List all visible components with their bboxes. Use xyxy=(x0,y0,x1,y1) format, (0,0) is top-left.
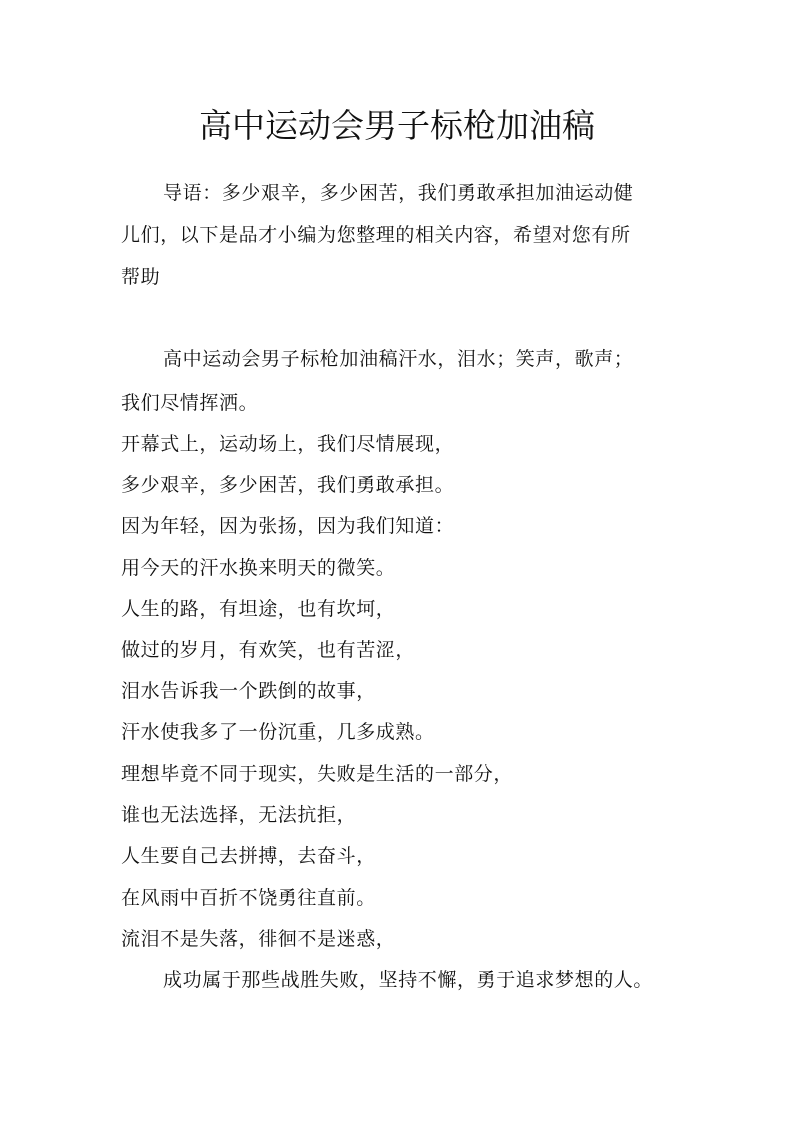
body-line: 我们尽情挥洒。 xyxy=(121,392,259,414)
intro-line-1: 导语：多少艰辛，多少困苦，我们勇敢承担加油运动健 xyxy=(163,182,634,204)
body-line: 人生的路，有坦途，也有坎坷， xyxy=(121,598,396,620)
body-line: 开幕式上，运动场上，我们尽情展现， xyxy=(121,433,455,455)
document-title: 高中运动会男子标枪加油稿 xyxy=(199,106,595,145)
body-line: 理想毕竟不同于现实，失败是生活的一部分， xyxy=(121,763,514,785)
body-first-line: 高中运动会男子标枪加油稿汗水，泪水；笑声，歌声； xyxy=(163,348,634,370)
body-line: 做过的岁月，有欢笑，也有苦涩， xyxy=(121,639,416,661)
closing-line: 成功属于那些战胜失败，坚持不懈，勇于追求梦想的人。 xyxy=(163,969,654,991)
body-line: 因为年轻，因为张扬，因为我们知道： xyxy=(121,515,455,537)
body-line: 流泪不是失落，徘徊不是迷惑， xyxy=(121,928,396,950)
body-line: 人生要自己去拼搏，去奋斗， xyxy=(121,845,376,867)
body-line: 多少艰辛，多少困苦，我们勇敢承担。 xyxy=(121,474,455,496)
body-line: 在风雨中百折不饶勇往直前。 xyxy=(121,887,376,909)
body-line: 泪水告诉我一个跌倒的故事， xyxy=(121,680,376,702)
intro-line-2: 儿们，以下是品才小编为您整理的相关内容，希望对您有所 xyxy=(121,224,631,246)
intro-line-3: 帮助 xyxy=(121,266,161,288)
body-line: 谁也无法选择，无法抗拒， xyxy=(121,804,357,826)
body-line: 用今天的汗水换来明天的微笑。 xyxy=(121,557,396,579)
body-line: 汗水使我多了一份沉重，几多成熟。 xyxy=(121,721,435,743)
